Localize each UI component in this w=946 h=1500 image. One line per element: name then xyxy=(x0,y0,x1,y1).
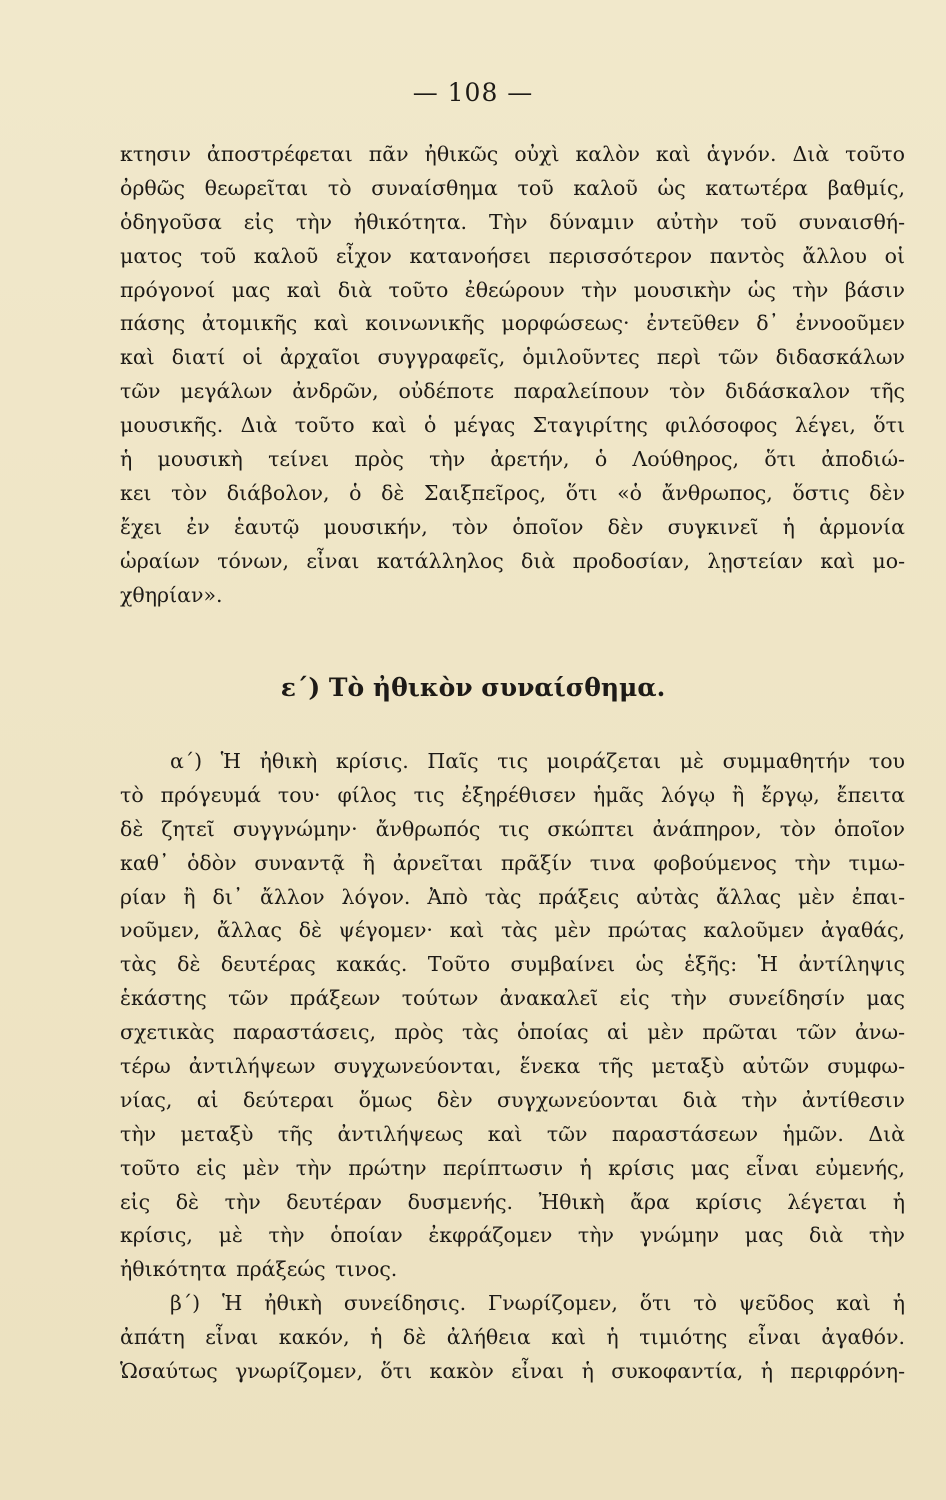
text-line: καθ᾽ ὁδὸν συναντᾷ ἢ ἀρνεῖται πρᾶξίν τινα φοβούμενος τὴν τιμω- xyxy=(120,850,905,875)
text-line: νοῦμεν, ἄλλας δὲ ψέγομεν· καὶ τὰς μὲν πρώτας καλοῦμεν ἀγαθάς, xyxy=(120,918,905,943)
text-line: ρίαν ἢ δι᾽ ἄλλον λόγον. Ἀπὸ τὰς πράξεις αὐτὰς ἄλλας μὲν ἐπαι- xyxy=(120,884,905,909)
section-heading: ε΄) Τὸ ἠθικὸν συναίσθημα. xyxy=(280,673,666,702)
page-number: — 108 — xyxy=(412,78,534,107)
text-line: ὁδηγοῦσα εἰς τὴν ἠθικότητα. Τὴν δύναμιν αὐτὴν τοῦ συναισθή- xyxy=(120,209,905,234)
text-line: ἑκάστης τῶν πράξεων τούτων ἀνακαλεῖ εἰς τὴν συνείδησίν μας xyxy=(120,986,905,1011)
text-line: χθηρίαν». xyxy=(120,582,223,607)
text-line: τὴν μεταξὺ τῆς ἀντιλήψεως καὶ τῶν παραστάσεων ἡμῶν. Διὰ xyxy=(120,1121,905,1146)
text-line: Ὡσαύτως γνωρίζομεν, ὅτι κακὸν εἶναι ἡ συκοφαντία, ἡ περιφρόνη- xyxy=(120,1359,905,1384)
text-line: ἠθικότητα πράξεώς τινος. xyxy=(120,1257,398,1282)
text-line: ὡραίων τόνων, εἶναι κατάλληλος διὰ προδοσίαν, λῃστείαν καὶ μο- xyxy=(120,548,905,573)
text-line: κτησιν ἀποστρέφεται πᾶν ἠθικῶς οὐχὶ καλὸν καὶ ἁγνόν. Διὰ τοῦτο xyxy=(120,142,905,166)
text-line: πάσης ἀτομικῆς καὶ κοινωνικῆς μορφώσεως· ἐντεῦθεν δ᾽ ἐννοοῦμεν xyxy=(120,311,905,336)
text-line: δὲ ζητεῖ συγγνώμην· ἄνθρωπός τις σκώπτει ἀνάπηρον, τὸν ὁποῖον xyxy=(120,816,905,841)
text-line: κρίσις, μὲ τὴν ὁποίαν ἐκφράζομεν τὴν γνώμην μας διὰ τὴν xyxy=(120,1223,905,1248)
text-line: ἔχει ἐν ἑαυτῷ μουσικήν, τὸν ὁποῖον δὲν συγκινεῖ ἡ ἁρμονία xyxy=(120,514,905,539)
text-line: τῶν μεγάλων ἀνδρῶν, οὐδέποτε παραλείπουν τὸν διδάσκαλον τῆς xyxy=(120,379,905,404)
text-line: τὸ πρόγευμά του· φίλος τις ἐξηρέθισεν ἡμᾶς λόγῳ ἢ ἔργῳ, ἔπειτα xyxy=(120,782,905,807)
text-line: τὰς δὲ δευτέρας κακάς. Τοῦτο συμβαίνει ὡς ἑξῆς: Ἡ ἀντίληψις xyxy=(120,952,905,977)
text-line: καὶ διατί οἱ ἀρχαῖοι συγγραφεῖς, ὁμιλοῦντες περὶ τῶν διδασκάλων xyxy=(120,345,905,370)
text-line: μουσικῆς. Διὰ τοῦτο καὶ ὁ μέγας Σταγιρίτης φιλόσοφος λέγει, ὅτι xyxy=(120,413,905,438)
text-line: εἰς δὲ τὴν δευτέραν δυσμενής. Ἠθικὴ ἄρα κρίσις λέγεται ἡ xyxy=(120,1189,905,1214)
paragraph-block-2 xyxy=(120,745,905,1389)
text-line: τέρω ἀντιλήψεων συγχωνεύονται, ἕνεκα τῆς μεταξὺ αὐτῶν συμφω- xyxy=(120,1054,905,1079)
text-line: τοῦτο εἰς μὲν τὴν πρώτην περίπτωσιν ἡ κρίσις μας εἶναι εὐμενής, xyxy=(120,1155,905,1180)
text-line: νίας, αἱ δεύτεραι ὅμως δὲν συγχωνεύονται διὰ τὴν ἀντίθεσιν xyxy=(120,1087,905,1112)
paragraph-block-1 xyxy=(120,138,905,612)
text-line: σχετικὰς παραστάσεις, πρὸς τὰς ὁποίας αἱ μὲν πρῶται τῶν ἀνω- xyxy=(120,1020,905,1045)
text-line: ἡ μουσικὴ τείνει πρὸς τὴν ἀρετήν, ὁ Λούθηρος, ὅτι ἀποδιώ- xyxy=(120,447,905,472)
text-line: ἀπάτη εἶναι κακόν, ἡ δὲ ἀλήθεια καὶ ἡ τιμιότης εἶναι ἀγαθόν. xyxy=(120,1325,905,1350)
text-line: πρόγονοί μας καὶ διὰ τοῦτο ἐθεώρουν τὴν μουσικὴν ὡς τὴν βάσιν xyxy=(120,277,905,302)
text-line: κει τὸν διάβολον, ὁ δὲ Σαιξπεῖρος, ὅτι «ὁ ἄνθρωπος, ὅστις δὲν xyxy=(120,480,905,505)
text-line: β΄) Ἡ ἠθικὴ συνείδησις. Γνωρίζομεν, ὅτι τὸ ψεῦδος καὶ ἡ xyxy=(170,1291,905,1316)
text-line: ὀρθῶς θεωρεῖται τὸ συναίσθημα τοῦ καλοῦ ὡς κατωτέρα βαθμίς, xyxy=(120,175,905,200)
text-line: ματος τοῦ καλοῦ εἶχον κατανοήσει περισσότερον παντὸς ἄλλου οἱ xyxy=(120,243,905,268)
text-line: α΄) Ἡ ἠθικὴ κρίσις. Παῖς τις μοιράζεται μὲ συμμαθητήν του xyxy=(170,749,905,773)
